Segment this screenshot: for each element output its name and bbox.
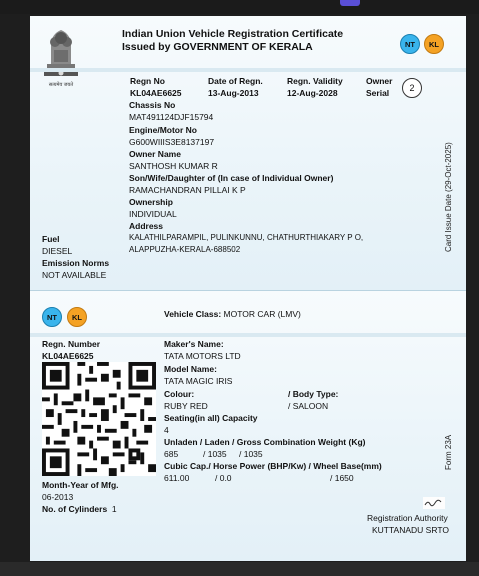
chassis-label: Chassis No	[129, 100, 176, 110]
seating-label: Seating(in all) Capacity	[164, 413, 258, 423]
owner-serial-label: Owner	[366, 76, 393, 86]
weight-unladen: 685	[164, 449, 179, 459]
owner-name-value: SANTHOSH KUMAR R	[129, 161, 218, 171]
signature-icon	[423, 497, 445, 509]
colour-value: RUBY RED	[164, 401, 208, 411]
body-type-value: / SALOON	[288, 401, 329, 411]
date-of-regn-label: Date of Regn.	[208, 76, 263, 86]
ownership-label: Ownership	[129, 197, 173, 207]
authority-label: Registration Authority	[367, 513, 448, 523]
header-band	[30, 68, 466, 72]
mfg-value: 06-2013	[42, 492, 74, 502]
fuel-value: DIESEL	[42, 246, 73, 256]
seating-value: 4	[164, 425, 169, 435]
regn-validity-label: Regn. Validity	[287, 76, 343, 86]
regn-number-label: Regn. Number	[42, 339, 101, 349]
fuel-label: Fuel	[42, 234, 60, 244]
address-line-2: ALAPPUZHA-KERALA-688502	[129, 245, 241, 254]
maker-value: TATA MOTORS LTD	[164, 351, 241, 361]
wheel-base-value: / 1650	[330, 473, 354, 483]
weight-gross: / 1035	[239, 449, 263, 459]
vehicle-class-label: Vehicle Class:	[164, 309, 222, 319]
engine-value: G600WIIIS3E8137197	[129, 137, 215, 147]
kl-badge: KL	[424, 34, 444, 54]
nt-badge-back: NT	[42, 307, 62, 327]
horse-power-value: / 0.0	[215, 473, 232, 483]
weight-laden: / 1035	[203, 449, 227, 459]
qr-code	[42, 362, 156, 476]
authority-value: KUTTANADU SRTO	[372, 525, 449, 535]
rc-card-front	[30, 16, 466, 290]
colour-label: Colour:	[164, 389, 195, 399]
cubic-cap-value: 611.00	[164, 473, 190, 483]
ownership-value: INDIVIDUAL	[129, 209, 177, 219]
national-emblem-icon	[40, 24, 82, 82]
maker-label: Maker's Name:	[164, 339, 224, 349]
cubic-label: Cubic Cap./ Horse Power (BHP/Kw) / Wheel Base(mm)	[164, 461, 382, 471]
address-line-1: KALATHILPARAMPIL, PULINKUNNU, CHATHURTHIAKARY P O,	[129, 233, 364, 242]
rc-card-back	[30, 291, 466, 561]
owner-serial-value: 2	[402, 78, 422, 98]
emblem-caption: सत्यमेव जयते	[48, 82, 74, 88]
vehicle-class	[164, 309, 301, 319]
back-header-band	[30, 333, 466, 337]
top-strip	[0, 0, 479, 14]
cylinders-label: No. of Cylinders	[42, 504, 108, 514]
chassis-value: MAT491124DJF15794	[129, 112, 214, 122]
regn-no-value: KL04AE6625	[130, 88, 182, 98]
owner-serial-label-2: Serial	[366, 88, 390, 98]
bottom-strip	[0, 562, 479, 576]
app-indicator-icon	[340, 0, 360, 6]
engine-label: Engine/Motor No	[129, 125, 197, 135]
issuer-title: Issued by GOVERNMENT OF KERALA	[122, 41, 313, 53]
certificate-title: Indian Union Vehicle Registration Certificate	[122, 28, 344, 40]
regn-validity-value: 12-Aug-2028	[287, 88, 338, 98]
mfg-label: Month-Year of Mfg.	[42, 480, 119, 490]
nt-badge: NT	[400, 34, 420, 54]
address-label: Address	[129, 221, 164, 231]
emission-label: Emission Norms	[42, 258, 110, 268]
regn-no-label: Regn No	[130, 76, 165, 86]
vehicle-class-value: MOTOR CAR (LMV)	[223, 309, 301, 319]
body-type-label: / Body Type:	[288, 389, 339, 399]
relation-label: Son/Wife/Daughter of (In case of Individual Owner)	[129, 173, 334, 183]
form-number: Form 23A	[444, 434, 453, 470]
date-of-regn-value: 13-Aug-2013	[208, 88, 259, 98]
model-value: TATA MAGIC IRIS	[164, 376, 233, 386]
regn-number-value: KL04AE6625	[42, 351, 94, 361]
cylinders-value: 1	[111, 504, 117, 514]
emission-value: NOT AVAILABLE	[42, 270, 107, 280]
owner-name-label: Owner Name	[129, 149, 181, 159]
card-issue-date: Card Issue Date (29-Oct-2025)	[444, 142, 453, 252]
model-label: Model Name:	[164, 364, 217, 374]
relation-value: RAMACHANDRAN PILLAI K P	[129, 185, 246, 195]
kl-badge-back: KL	[67, 307, 87, 327]
cylinders	[42, 504, 117, 514]
weight-label: Unladen / Laden / Gross Combination Weight (Kg)	[164, 437, 366, 447]
